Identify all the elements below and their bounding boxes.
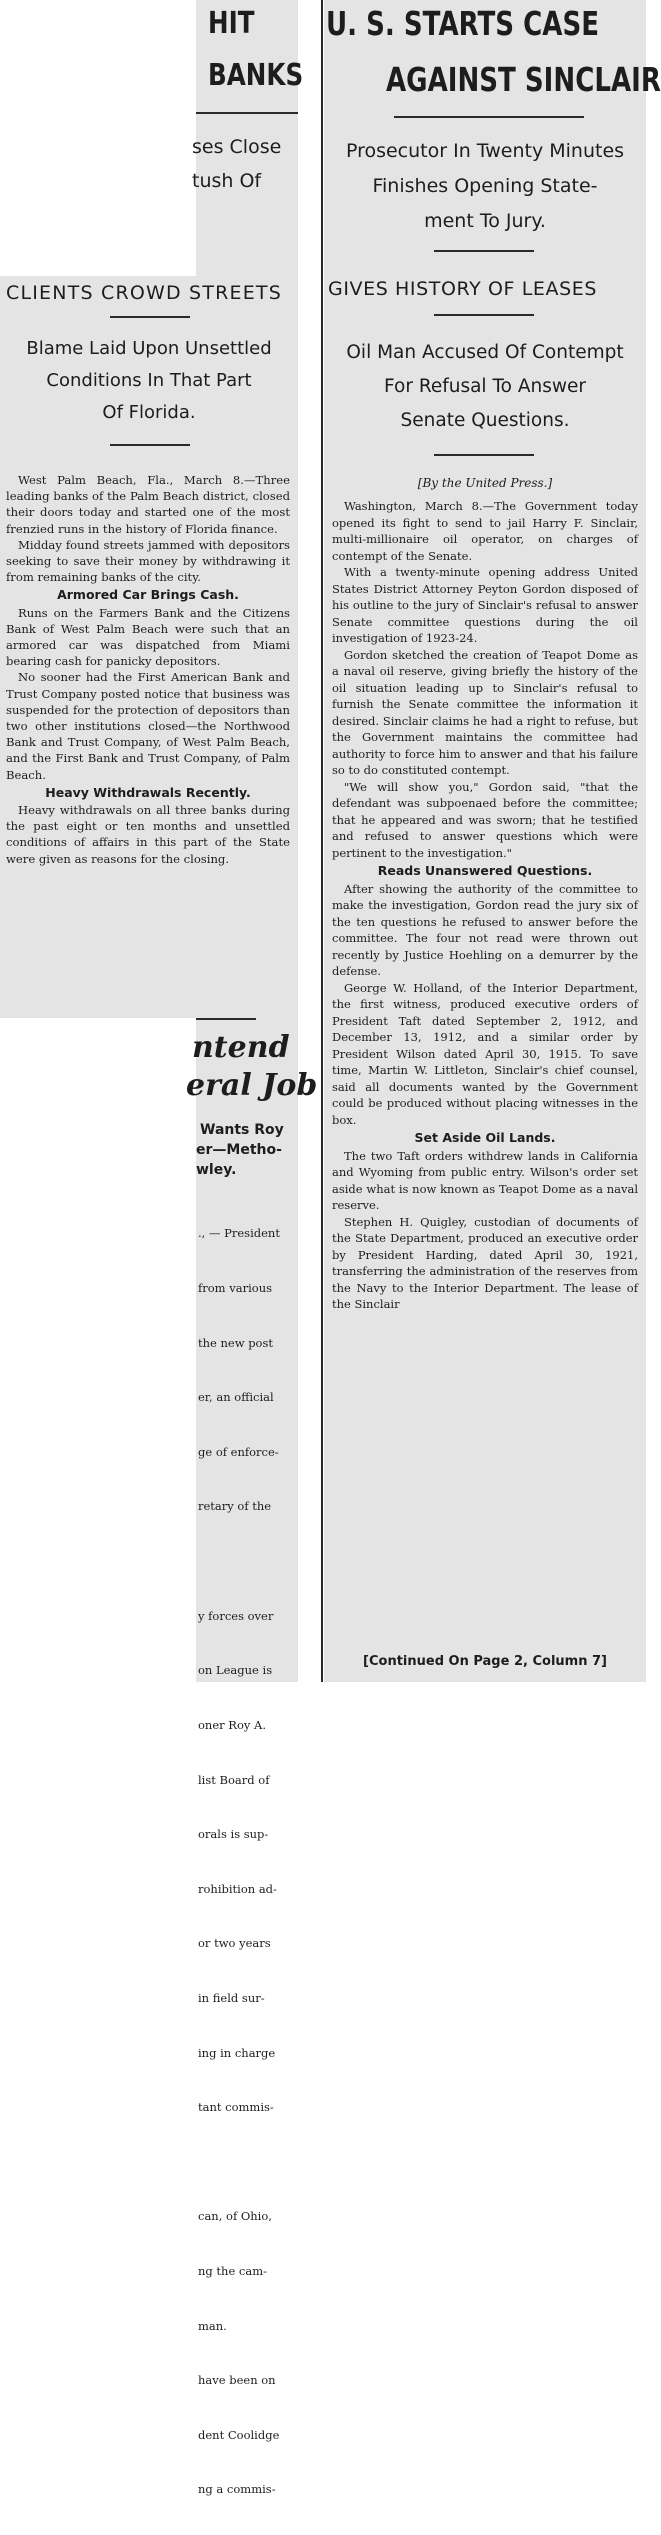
left-bottom-line: or two years — [198, 1936, 271, 1951]
left-article-deck-line-2: Conditions In That Part — [46, 370, 252, 391]
left-bottom-line: ge of enforce- — [198, 1444, 279, 1459]
left-bottom-top-rule — [196, 1018, 256, 1020]
left-bottom-line — [198, 1552, 298, 1570]
left-bottom-line: oner Roy A. — [198, 1717, 266, 1732]
right-article-body — [332, 498, 638, 1313]
left-article-subhead: CLIENTS CROWD STREETS — [6, 282, 283, 304]
right-article-column — [324, 0, 661, 1682]
left-top-headline-line-1: HIT — [208, 6, 255, 41]
left-bottom-line: retary of the — [198, 1499, 272, 1514]
right-article-deck2-line-2: For Refusal To Answer — [384, 376, 586, 397]
left-bottom-line: orals is sup- — [198, 1827, 269, 1842]
column-divider — [321, 0, 323, 1682]
left-article-crosshead-2: Heavy Withdrawals Recently. — [45, 784, 251, 800]
left-bottom-line: can, of Ohio, — [198, 2209, 272, 2224]
left-article-column — [0, 276, 298, 1018]
left-bottom-line: ng a commis- — [198, 2482, 276, 2497]
left-bottom-deck-line-1: Wants Roy — [200, 1122, 284, 1138]
right-article-byline: [By the United Press.] — [417, 476, 553, 490]
left-bottom-deck-line-3: wley. — [196, 1162, 237, 1178]
right-article-headline-line-2: AGAINST SINCLAIR — [386, 60, 661, 99]
right-article-deck1-line-3: ment To Jury. — [424, 210, 546, 232]
left-top-rule — [196, 112, 298, 114]
left-bottom-line: ., — President — [198, 1226, 280, 1241]
right-article-top-rule — [394, 116, 584, 118]
right-article-paragraph-3: Gordon sketched the creation of Teapot Dome as a naval oil reserve, giving briefly the history of the oil situation leading up to Sinclair's refusal to furnish the Senate committee the information it desired. Sinclair claims he had a right to refuse, but the Government maintains the committee had authority to force him to answer and that his failure so to do constituted contempt. — [332, 647, 638, 777]
right-article-paragraph-4: "We will show you," Gordon said, "that the defendant was subpoenaed before the committee; that he appeared and was sworn; that he testified and refused to answer questions which were pertinent to the investigation." — [332, 779, 638, 860]
left-bottom-line — [198, 2153, 298, 2171]
left-article-body — [6, 472, 290, 867]
right-article-mid-rule-2 — [434, 314, 534, 316]
left-article-mid-rule — [110, 444, 190, 446]
left-top-column — [192, 0, 304, 276]
left-top-deck-line-1: ses Close — [192, 136, 282, 158]
left-bottom-column — [186, 1018, 318, 2497]
right-article-crosshead-1: Reads Unanswered Questions. — [377, 863, 593, 878]
left-article-crosshead-1: Armored Car Brings Cash. — [57, 587, 239, 603]
left-article-deck-line-1: Blame Laid Upon Unsettled — [26, 338, 272, 359]
left-bottom-headline-line-2: eral Job — [186, 1068, 318, 1103]
left-article-paragraph-4: No sooner had the First American Bank and Trust Company posted notice that business was suspended for the protection of depositors than two other institutions closed—the Northwood Bank and Trust Company, of West Palm Beach, and the First Bank and Trust Company, of Palm Beach. — [6, 670, 290, 782]
left-bottom-line: ng the cam- — [198, 2263, 267, 2278]
left-bottom-deck-line-2: er—Metho- — [196, 1142, 282, 1158]
right-article-paragraph-8: Stephen H. Quigley, custodian of documents of the State Department, produced an executive order by President Harding, dated April 30, 1921, transferring the administration of the reserves from the Navy to the Interior Department. The lease of the Sinclair — [332, 1214, 638, 1311]
left-top-headline-line-2: BANKS — [208, 58, 304, 93]
left-bottom-line: in field sur- — [198, 1990, 265, 2005]
right-article-paragraph-5: After showing the authority of the committee to make the investigation, Gordon read the jury six of the ten questions he refused to answer before the committee. The four not read were thrown out recently by Justice Hoehling on a demurrer by the defense. — [332, 881, 638, 978]
right-article-subhead: GIVES HISTORY OF LEASES — [328, 278, 598, 300]
right-article-paragraph-2: With a twenty-minute opening address United States District Attorney Peyton Gordon disposed of his outline to the jury of Sinclair's refusal to answer Senate committee questions during the oil investigation of 1923-24. — [332, 565, 638, 645]
left-bottom-line: the new post — [198, 1335, 274, 1350]
right-article-deck2-line-3: Senate Questions. — [400, 410, 570, 431]
left-article-paragraph-1: West Palm Beach, Fla., March 8.—Three leading banks of the Palm Beach district, closed their doors today and started one of the most frenzied runs in the history of Florida finance. — [6, 473, 290, 536]
left-article-paragraph-3: Runs on the Farmers Bank and the Citizens Bank of West Palm Beach were such that an armored car was dispatched from Miami bearing cash for panicky depositors. — [6, 605, 290, 669]
left-bottom-line: from various — [198, 1281, 272, 1296]
right-article-deck1-line-2: Finishes Opening State- — [372, 175, 598, 197]
left-article-paragraph-2: Midday found streets jammed with depositors seeking to save their money by withdrawing it from remaining banks of the city. — [6, 537, 290, 585]
left-bottom-line: ing in charge — [198, 2045, 276, 2060]
left-top-deck-line-2: tush Of — [192, 170, 262, 192]
right-article-paragraph-7: The two Taft orders withdrew lands in California and Wyoming from public entry. Wilson's order set aside what is now known as Teapot Dome as a naval reserve. — [332, 1148, 638, 1212]
right-article-mid-rule-3 — [434, 454, 534, 456]
right-article-continued-line: [Continued On Page 2, Column 7] — [363, 1654, 607, 1669]
left-article-paragraph-5: Heavy withdrawals on all three banks during the past eight or ten months and unsettled conditions of affairs in this part of the State were given as reasons for the closing. — [6, 803, 290, 866]
right-article-paragraph-1: Washington, March 8.—The Government today opened its fight to send to jail Harry F. Sinclair, multi-millionaire oil operator, on charges of contempt of the Senate. — [332, 499, 638, 563]
right-article-mid-rule-1 — [434, 250, 534, 252]
right-article-paragraph-6: George W. Holland, of the Interior Department, the first witness, produced executive orders of President Taft dated September 2, 1912, and December 13, 1912, and a similar order by President Wilson dated April 30, 1915. To save time, Martin W. Littleton, Sinclair's chief counsel, said all documents wanted by the Government could be produced without placing witnesses in the box. — [332, 980, 638, 1127]
left-article-deck-line-3: Of Florida. — [102, 402, 196, 423]
right-article-deck1-line-1: Prosecutor In Twenty Minutes — [345, 140, 625, 162]
right-article-headline-line-1: U. S. STARTS CASE — [326, 4, 600, 43]
left-bottom-line: list Board of — [198, 1772, 270, 1787]
left-bottom-line: tant commis- — [198, 2100, 274, 2115]
left-bottom-line: have been on — [198, 2373, 276, 2388]
left-bottom-line: man. — [198, 2318, 227, 2333]
left-bottom-line: er, an official — [198, 1390, 274, 1405]
left-bottom-line: dent Coolidge — [198, 2427, 280, 2442]
left-article-short-rule — [110, 316, 190, 318]
left-bottom-line: rohibition ad- — [198, 1881, 277, 1896]
left-bottom-line: on League is — [198, 1663, 273, 1678]
left-bottom-line: y forces over — [198, 1608, 274, 1623]
right-article-deck2-line-1: Oil Man Accused Of Contempt — [346, 342, 624, 363]
left-bottom-body — [198, 1188, 298, 2535]
left-bottom-headline-line-1: ntend — [192, 1030, 290, 1065]
right-article-crosshead-2: Set Aside Oil Lands. — [414, 1130, 556, 1145]
